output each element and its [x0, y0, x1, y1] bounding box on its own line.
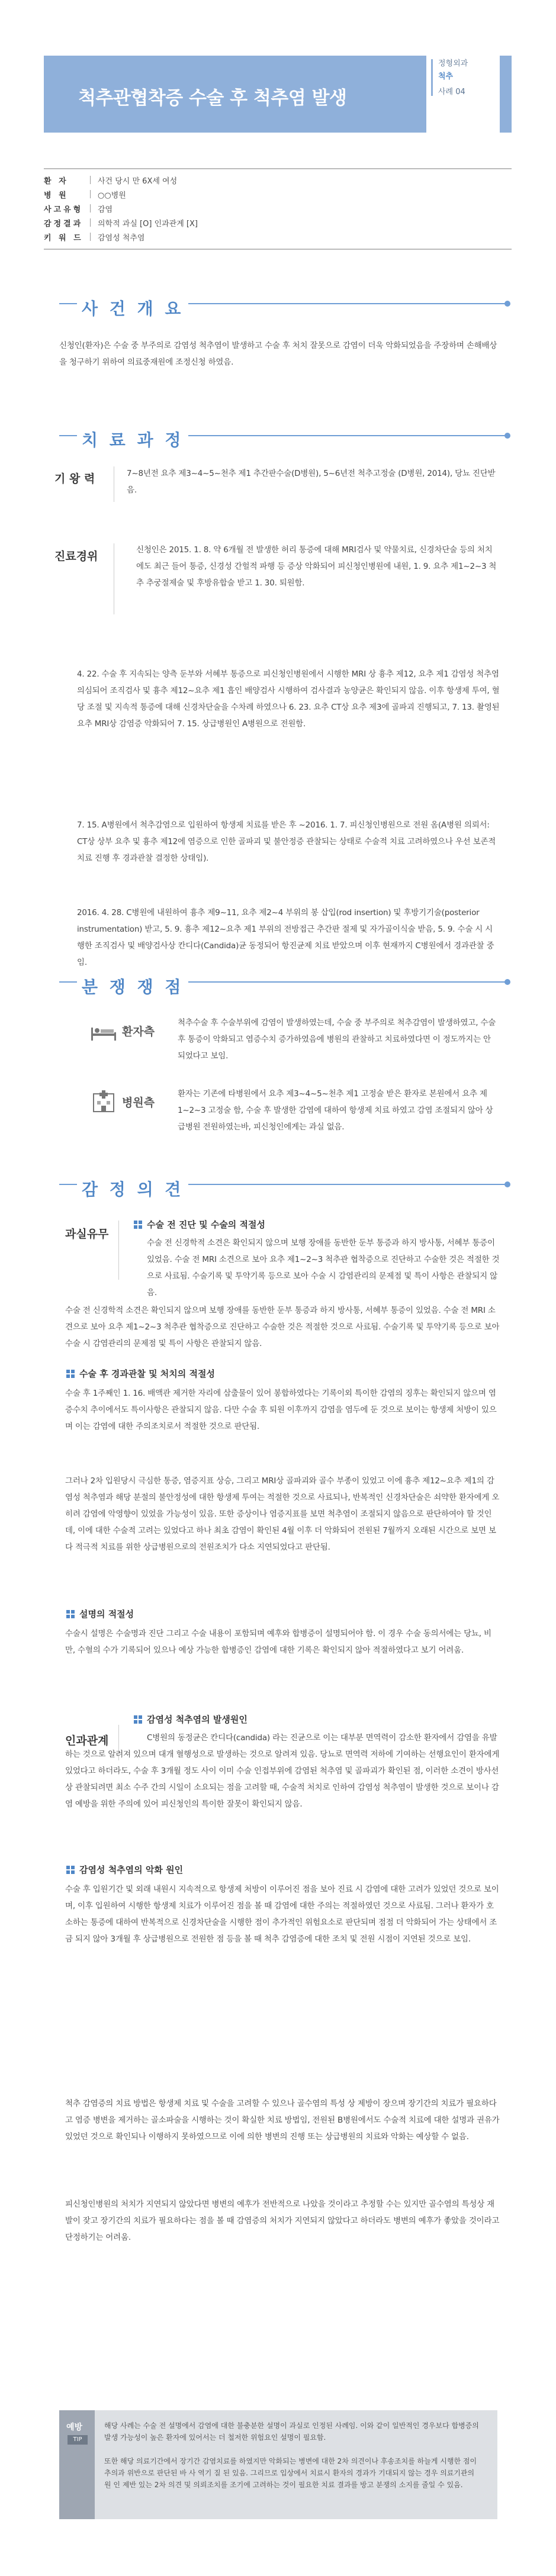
cause-1-text: C병원의 동정균은 칸디다(candida) 라는 진균으로 이는 대부분 면역력이 감소한 환자에서 감염을 유발하는 것으로 알려져 있으며 대개 혈행성으로 발생하는 것으로 알려져 있음. 당뇨로 면역력 저하에 기여하는 선행요인이 환자에게 있었다고 하더라도, 수술 후 3개월 정도 사이 이미 수술 인접부위에 감염된 척추염 및 골파괴가 확인된 점, 이러한 소견이 방사선상 관찰되려면 최소 수주 간의 시일이 소요되는 점을 고려할 때, 수술적 처치로 인하여 감염성 척추염이 발생한 것으로 보이나 감염 예방을 위한 주의에 있어 피신청인의 특이한 잘못이 확인되지 않음. [65, 1733, 500, 1809]
subsection-1-text-head: 수술 전 신경학적 소견은 확인되지 않으며 보행 장애를 동반한 둔부 통증과 하지 방사통, 서혜부 통증이 있었음. 수술 전 MRI 소견으로 보아 요추 제1~2~3 척추관 협착증으로 진단하고 수술한 것은 적절한 것으로 사료됨. 수술기록 및 투약기록 등으로 보아 수술 시 감염관리의 문제점 및 특이 사항은 관찰되지 않음. [147, 1238, 500, 1297]
overview-title: 사 건 개 요 [77, 296, 188, 320]
subsection-2-paragraph-2: 그러나 2차 입원당시 극심한 통증, 염증지표 상승, 그리고 MRI상 골파괴와 골수 부종이 있었고 이에 흉추 제12~요추 제1의 감염성 척추염과 해당 분절의 불안정성에 대한 항생제 투여는 적절한 것으로 사료되나, 반복적인 신경차단술은 쇠약한 환자에게 오히려 감염에 악영향이 있었을 가능성이 있음. 또한 증상이나 염증지표를 보면 척추염이 조절되지 않음으로 판단하여야 할 것인데, 이에 대한 수술적 고려는 있었다고 하나 최초 감염이 확인된 4월 이후 더 악화되어 전원된 7월까지 오래된 시간으로 보면 보다 적극적 치료를 위한 상급병원으로의 전원조치가 다소 지연되었다고 판단됨. [65, 1476, 500, 1552]
cause-2-paragraph-1: 수술 후 입원기간 및 외래 내원시 지속적으로 항생제 처방이 이루어진 점을 보아 진료 시 감염에 대한 고려가 있었던 것으로 보이며, 이후 입원하여 시행한 항생제 치료가 이루어진 점을 볼 때 감염에 대한 주의는 적절하였던 것으로 사료됨. 그러나 환자가 호소하는 통증에 대하여 반복적으로 신경차단술을 시행한 점이 추가적인 위험요소로 판단되며 점점 더 악화되어 가는 상태에서 조금 되지 않아 3개월 후 상급병원으로 전원한 점 등을 볼 때 척추 감염증에 대한 조치 및 전원 시점이 지연된 것으로 보임. [65, 1885, 499, 1944]
opinion-dot [504, 1181, 510, 1187]
tip-paragraph-2: 또한 해당 의료기간에서 장기간 감염치료를 하였지만 악화되는 병변에 대한 2차 의견이나 후송조치를 하늘게 시행한 점이 추의과 위반으로 판단된 바 사 역기 질 된 있음. 그리므로 입상에서 치료시 환자의 경과가 기대되지 않는 경우 의료기관의 원 인 제반 있는 2차 의견 및 의뢰조치를 조기에 고려하는 것이 필요한 치료 결과를 방고 분쟁의 소지를 줄일 수 있음. [104, 2457, 477, 2489]
course-paragraph-1: 신청인은 2015. 1. 8. 약 6개월 전 발생한 허리 통증에 대해 MRI검사 및 약물치료, 신경차단술 등의 처치에도 최근 들어 통증, 신경성 간헐적 파행 등 증상 악화되어 피신청인병원에 내원, 1. 9. 요추 제1~2~3 척추 추궁절제술 및 후방유합술 받고 1. 30. 퇴원함. [136, 545, 497, 588]
subsection-2-title: 수술 후 경과관찰 및 처치의 적절성 [79, 1368, 215, 1379]
cause-2-paragraph-2: 척추 감염증의 치료 방법은 항생제 치료 및 수술을 고려할 수 있으나 골수염의 특성 상 제방이 장으며 장기간의 치료가 필요하다고 염증 병변을 제거하는 골소파술을 시행하는 것이 확실한 치료 방법임, 전원된 B병원에서도 수술적 치료에 대한 설명과 권유가 있었던 것으로 확인되나 이행하지 못하였으므로 이에 의한 병변의 진행 또는 상급병원의 치료와 악화는 예상할 수 없음. [65, 2099, 500, 2142]
tab-line-1: 정형외과 [438, 59, 468, 68]
subsection-3-text: 수술시 설명은 수술명과 진단 그리고 수술 내용이 포함되며 예후와 합병증이 설명되어야 함. 이 경우 수술 동의서에는 당뇨, 비만, 수혈의 수가 기록되어 있으나 예상 가능한 합병증인 감염에 대한 기록은 확인되지 않아 적절하였다고 보기 어려움. [65, 1629, 491, 1655]
hospital-claim: 환자는 기존에 타병원에서 요추 제3~4~5~천추 제1 고정술 받은 환자로 본원에서 요추 제1~2~3 고정술 함, 수술 후 발생한 감염에 대하여 항생제 치료 하였고 감염 조절되지 않아 상급병원 전원하였는바, 피신청인에게는 과실 없음. [178, 1089, 493, 1132]
info-top-rule [44, 168, 512, 169]
subsection-1-text: 수술 전 신경학적 소견은 확인되지 않으며 보행 장애를 동반한 둔부 통증과 하지 방사통, 서혜부 통증이 있었음. 수술 전 MRI 소견으로 보아 요추 제1~2~3 척추관 협착증으로 진단하고 수술한 것은 적절한 것으로 사료됨. 수술기록 및 투약기록 등으로 보아 수술 시 감염관리의 문제점 및 특이 사항은 관찰되지 않음. [65, 1306, 500, 1348]
course-paragraph-3: 7. 15. A병원에서 척추감염으로 입원하여 항생제 치료를 받은 후 ~2016. 1. 7. 피신청인병원으로 전원 옴(A병원 의뢰서: CT상 상부 요추 및 흉추 제12에 염증으로 인한 골파괴 및 불안정증 관찰되는 상태로 수술적 치료 고려하였으나 우선 보존적 치료 진행 후 경과관찰 결정한 상태임). [77, 820, 496, 863]
page-title: 척추관협착증 수술 후 척추염 발생 [78, 88, 347, 109]
dispute-dot [504, 979, 510, 985]
bed-icon [90, 1022, 117, 1042]
tab-line-3: 사례 04 [438, 88, 465, 96]
opinion-title: 감 정 의 견 [77, 1177, 188, 1200]
info-row: 병 원 ○○병원 [44, 191, 126, 200]
square-grid-icon [66, 1610, 75, 1618]
treatment-title: 치 료 과 정 [77, 427, 188, 451]
subsection-1-title: 수술 전 진단 및 수술의 적절성 [147, 1219, 265, 1230]
info-bottom-rule [44, 249, 512, 250]
patient-label: 환자측 [122, 1025, 155, 1038]
square-grid-icon [134, 1715, 142, 1724]
treatment-dot [504, 433, 510, 439]
cause-1-title: 감염성 척추염의 발생원인 [147, 1714, 248, 1725]
subsection-3-title: 설명의 적절성 [79, 1609, 134, 1619]
dispute-title: 분 쟁 쟁 점 [77, 974, 188, 998]
causal-label: 인과관계 [65, 1734, 109, 1747]
square-grid-icon [66, 1370, 75, 1378]
tip-label: 예방 [66, 2423, 83, 2432]
patient-claim: 척추수술 후 수술부위에 감염이 발생하였는데, 수술 중 부주의로 척추감염이 발생하였고, 수술 후 통증이 악화되고 염증수치 증가하였음에 병원의 관찰하고 치료하였다면 이 정도까지는 안 되었다고 보임. [178, 1018, 496, 1061]
history-text: 7~8년전 요추 제3~4~5~천추 제1 추간판수술(D병원), 5~6년전 척추고정술 (D병원, 2014), 당뇨 진단받음. [127, 469, 496, 495]
square-grid-icon [134, 1221, 142, 1229]
cause-2-title: 감염성 척추염의 악화 원인 [79, 1865, 184, 1875]
overview-text: 신청인(환자)은 수술 중 부주의로 감염성 척추염이 발생하고 수술 후 처치 잘못으로 감염이 더욱 악화되었음을 주장하며 손해배상을 청구하기 위하여 의료중재원에 조정신청 하였음. [59, 341, 497, 367]
hospital-icon [90, 1089, 117, 1113]
hospital-label: 병원측 [122, 1096, 155, 1109]
square-grid-icon [66, 1866, 75, 1874]
case-info-table [44, 173, 281, 244]
fault-divider [118, 1221, 119, 1280]
history-label: 기 왕 력 [54, 472, 95, 485]
info-row: 감정결과 의학적 과실 [O] 인과관계 [X] [44, 219, 198, 228]
cause-2-paragraph-3: 피신청인병원의 처치가 지연되지 않았다면 병변의 예후가 전반적으로 나았을 것이라고 추정할 수는 있지만 골수염의 특성상 재발이 잦고 장기간의 치료가 필요하다는 점을 볼 때 감염증의 처치가 지연되지 않았다고 하더라도 병변의 예후가 좋았을 것이라고 단정하기는 어려움. [65, 2200, 500, 2242]
tab-accent-line [431, 59, 433, 96]
tip-paragraph-1: 해당 사례는 수술 전 설명에서 감염에 대한 불충분한 설명이 과실로 인정된 사례임. 이와 같이 일반적인 경우보다 합병증의 발생 가능성이 높은 환자에 있어서는 더 철저한 위험요인 설명이 필요함. [104, 2422, 479, 2442]
course-label: 진료경위 [54, 550, 98, 563]
info-row: 키 워 드 감염성 척추염 [44, 233, 145, 243]
tab-line-2: 척추 [438, 72, 454, 81]
fault-label: 과실유무 [65, 1228, 109, 1241]
info-row: 사고유형 감염 [44, 205, 113, 214]
tip-badge: TIP [68, 2435, 88, 2445]
info-row: 환 자 사건 당시 만 6X세 여성 [44, 176, 178, 186]
subsection-2-paragraph-1: 수술 후 1주째인 1. 16. 배액관 제거한 자리에 삼출물이 있어 봉합하였다는 기록이외 특이한 감염의 징후는 확인되지 않으며 염증수치 추이에서도 특이사항은 관찰되지 않음. 다만 수술 후 퇴원 이후까지 감염을 염두에 둔 것으로 보이는 항생제 처방이 있으며 이는 감염에 대한 주의조치로서 적절한 것으로 판단됨. [65, 1389, 497, 1431]
course-paragraph-2: 4. 22. 수술 후 지속되는 양측 둔부와 서혜부 통증으로 피신청인병원에서 시행한 MRI 상 흉추 제12, 요추 제1 감염성 척추염 의심되어 조직검사 및 흉추 제12~요추 제1 흡인 배양검사 시행하여 검사결과 농양균은 확인되지 않음. 이후 항생제 투여, 혈당 조절 및 지속적 통증에 대해 신경차단술을 수차례 하였으나 6. 23. 요추 CT상 요추 제3에 골파괴 진행되고, 7. 13. 촬영된 요추 MRI상 감염증 악화되어 7. 15. 상급병원인 A병원으로 전원함. [77, 669, 500, 729]
course-paragraph-4: 2016. 4. 28. C병원에 내원하여 흉추 제9~11, 요추 제2~4 부위의 봉 삽입(rod insertion) 및 후방기기술(posterior instrumentation) 받고, 5. 9. 흉추 제12~요추 제1 부위의 전방접근 추간판 절제 및 자가골이식술 받음, 5. 9. 수술 시 시행한 조직검사 및 배양검사상 칸디다(Candida)균 동정되어 항진균제 치료 받았으며 이후 현재까지 C병원에서 경과관찰 중임. [77, 908, 494, 967]
overview-dot [504, 301, 510, 307]
